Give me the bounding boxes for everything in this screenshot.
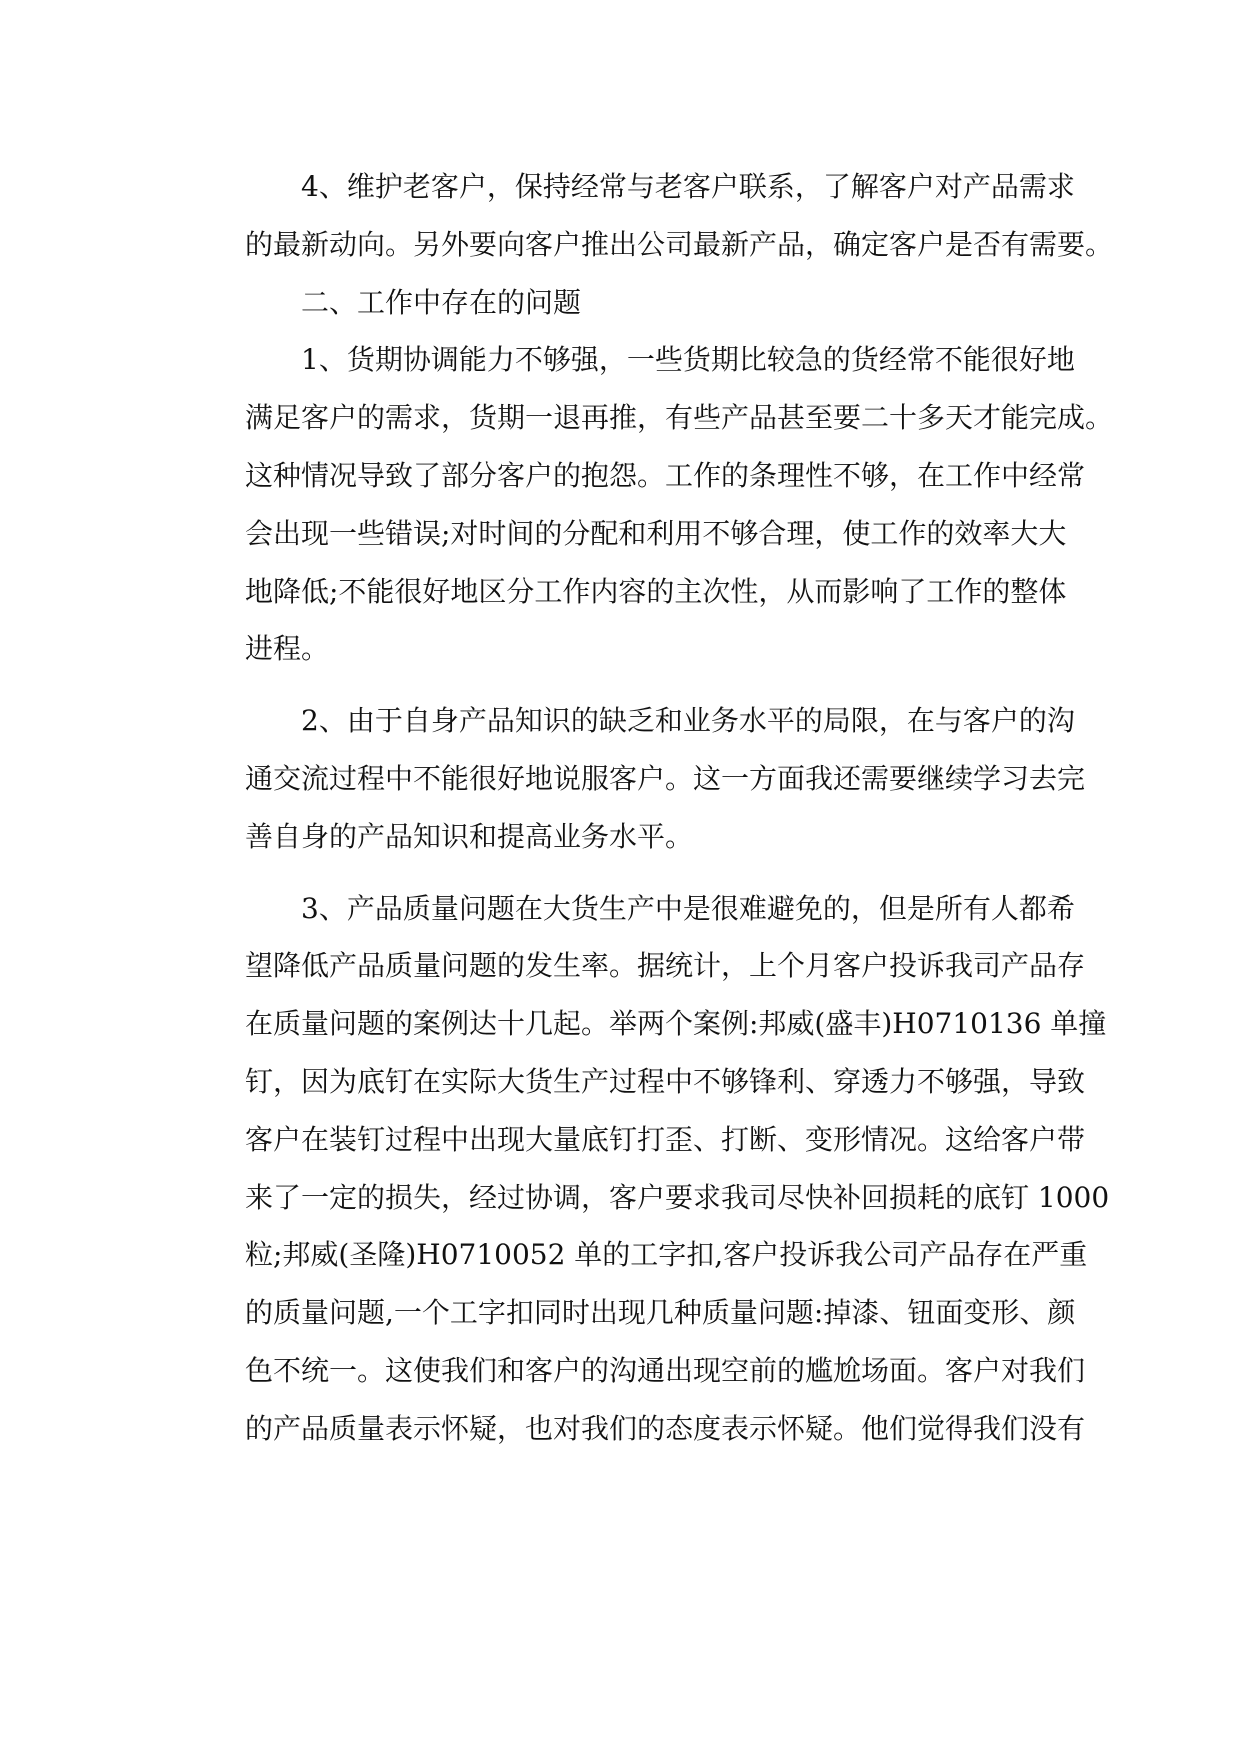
text-line: 2、由于自身产品知识的缺乏和业务水平的局限，在与客户的沟 (301, 704, 1075, 738)
text-line: 粒;邦威(圣隆)H0710052 单的工字扣,客户投诉我公司产品存在严重 (245, 1238, 1088, 1272)
text-line: 善自身的产品知识和提高业务水平。 (245, 819, 694, 853)
text-line: 望降低产品质量问题的发生率。据统计，上个月客户投诉我司产品存 (245, 949, 1086, 983)
paragraph-maintain-customers (189, 158, 1114, 274)
paragraph-problem-1 (189, 331, 1114, 678)
text-line: 会出现一些错误;对时间的分配和利用不够合理，使工作的效率大大 (245, 516, 1067, 550)
text-line: 在质量问题的案例达十几起。举两个案例:邦威(盛丰)H0710136 单撞 (245, 1007, 1107, 1041)
paragraph-problem-3 (189, 880, 1110, 1458)
text-line: 的产品质量表示怀疑，也对我们的态度表示怀疑。他们觉得我们没有 (245, 1411, 1086, 1445)
text-line: 3、产品质量问题在大货生产中是很难避免的，但是所有人都希 (301, 891, 1075, 925)
text-line: 色不统一。这使我们和客户的沟通出现空前的尴尬场面。客户对我们 (245, 1353, 1086, 1387)
section-heading-problems (189, 274, 1050, 332)
text-line: 的质量问题,一个工字扣同时出现几种质量问题:掉漆、钮面变形、颜 (245, 1296, 1076, 1330)
text-line: 客户在装钉过程中出现大量底钉打歪、打断、变形情况。这给客户带 (245, 1122, 1086, 1156)
document-body (189, 158, 1114, 1458)
text-line: 这种情况导致了部分客户的抱怨。工作的条理性不够，在工作中经常 (245, 458, 1086, 492)
text-line: 4、维护老客户，保持经常与老客户联系，了解客户对产品需求 (301, 170, 1075, 203)
text-line: 钉，因为底钉在实际大货生产过程中不够锋利、穿透力不够强，导致 (245, 1064, 1086, 1098)
text-line: 来了一定的损失，经过协调，客户要求我司尽快补回损耗的底钉 1000 (245, 1180, 1110, 1214)
text-line: 进程。 (245, 632, 330, 666)
text-line: 通交流过程中不能很好地说服客户。这一方面我还需要继续学习去完 (245, 761, 1086, 795)
text-line: 的最新动向。另外要向客户推出公司最新产品，确定客户是否有需要。 (245, 227, 1114, 261)
text-line: 满足客户的需求，货期一退再推，有些产品甚至要二十多天才能完成。 (245, 401, 1114, 435)
section-heading-text: 二、工作中存在的问题 (301, 285, 582, 319)
text-line: 1、货期协调能力不够强，一些货期比较急的货经常不能很好地 (301, 343, 1075, 377)
paragraph-problem-2 (189, 692, 1086, 865)
text-line: 地降低;不能很好地区分工作内容的主次性，从而影响了工作的整体 (245, 574, 1067, 608)
